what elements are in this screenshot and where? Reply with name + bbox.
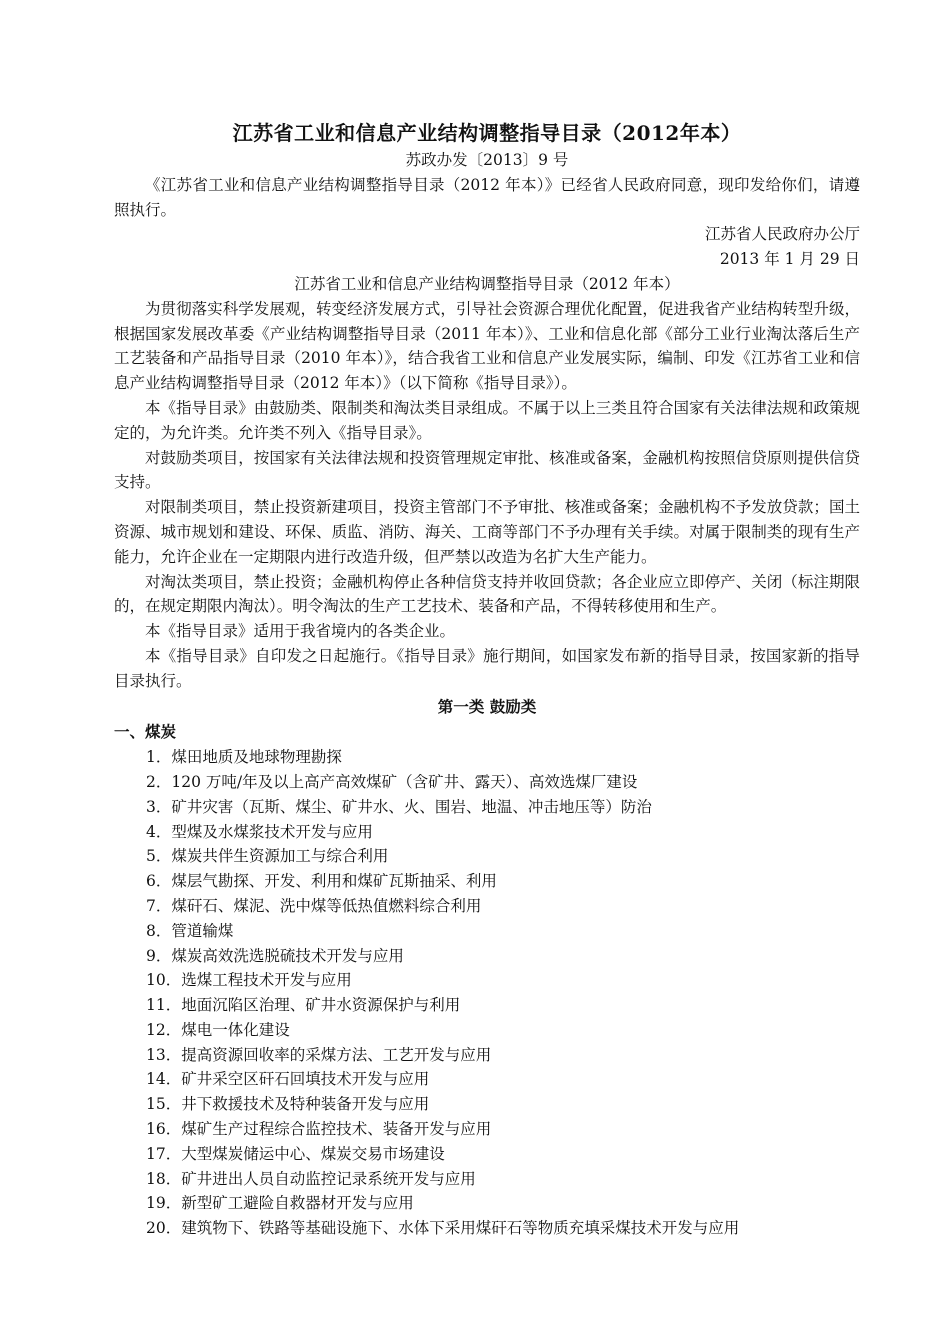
body-paragraph: 对鼓励类项目，按国家有关法律法规和投资管理规定审批、核准或备案，金融机构按照信贷原则提供信贷支持。: [114, 448, 860, 492]
body-paragraph: 本《指导目录》由鼓励类、限制类和淘汰类目录组成。不属于以上三类且符合国家有关法律法规和政策规定的，为允许类。允许类不列入《指导目录》。: [114, 398, 860, 442]
list-item: 20．建筑物下、铁路等基础设施下、水体下采用煤矸石等物质充填采煤技术开发与应用: [146, 1219, 740, 1238]
list-item: 14．矿井采空区矸石回填技术开发与应用: [146, 1070, 430, 1089]
list-item: 3．矿井灾害（瓦斯、煤尘、矿井水、火、围岩、地温、冲击地压等）防治: [146, 797, 652, 816]
category-heading: 一、煤炭: [114, 722, 177, 742]
list-item: 12．煤电一体化建设: [146, 1020, 290, 1039]
list-item: 18．矿井进出人员自动监控记录系统开发与应用: [146, 1169, 476, 1188]
body-paragraph: 对限制类项目，禁止投资新建项目，投资主管部门不予审批、核准或备案；金融机构不予发放贷款；国土资源、城市规划和建设、环保、质监、消防、海关、工商等部门不予办理有关手续。对属于限制类的现有生产能力，允许企业在一定期限内进行改造升级，但严禁以改造为名扩大生产能力。: [114, 498, 860, 566]
list-item: 19．新型矿工避险自救器材开发与应用: [146, 1194, 414, 1213]
list-item: 13．提高资源回收率的采煤方法、工艺开发与应用: [146, 1045, 492, 1064]
list-item: 2．120 万吨/年及以上高产高效煤矿（含矿井、露天）、高效选煤厂建设: [146, 772, 638, 791]
section-title: 第一类 鼓励类: [437, 696, 537, 716]
list-item: 4．型煤及水煤浆技术开发与应用: [146, 822, 373, 841]
document-page: [114, 118, 860, 1241]
document-number: 苏政办发〔2013〕9 号: [405, 151, 569, 169]
list-item: 15．井下救援技术及特种装备开发与应用: [146, 1095, 430, 1114]
list-item: 10．选煤工程技术开发与应用: [146, 971, 352, 990]
list-item: 7．煤矸石、煤泥、洗中煤等低热值燃料综合利用: [146, 896, 482, 915]
list-item: 5．煤炭共伴生资源加工与综合利用: [146, 847, 389, 866]
document-title: 江苏省工业和信息产业结构调整指导目录（2012年本）: [232, 121, 742, 145]
list-item: 8．管道输煤: [146, 921, 234, 940]
list-item: 17．大型煤炭储运中心、煤炭交易市场建设: [146, 1144, 445, 1163]
list-item: 16．煤矿生产过程综合监控技术、装备开发与应用: [146, 1120, 492, 1139]
list-item: 1．煤田地质及地球物理勘探: [146, 748, 342, 767]
list-item: 9．煤炭高效洗选脱硫技术开发与应用: [146, 946, 404, 965]
issuer: 江苏省人民政府办公厅: [704, 225, 860, 244]
notice-paragraph: 《江苏省工业和信息产业结构调整指导目录（2012 年本）》已经省人民政府同意，现印发给你们，请遵照执行。: [114, 175, 860, 219]
body-paragraph: 为贯彻落实科学发展观，转变经济发展方式，引导社会资源合理优化配置，促进我省产业结构转型升级，根据国家发展改革委《产业结构调整指导目录（2011 年本）》、工业和信息化部《部分工业行业淘汰落后生产工艺装备和产品指导目录（2010 年本）》，结合我省工业和信息产业发展实际，编制、印发《江苏省工业和信息产业结构调整指导目录（2012 年本）》（以下简称《指导目录》）。: [114, 299, 860, 393]
document-subtitle: 江苏省工业和信息产业结构调整指导目录（2012 年本）: [294, 274, 680, 293]
list-item: 11．地面沉陷区治理、矿井水资源保护与利用: [146, 996, 461, 1015]
body-paragraph: 本《指导目录》自印发之日起施行。《指导目录》施行期间，如国家发布新的指导目录，按国家新的指导目录执行。: [114, 646, 860, 690]
issue-date: 2013 年 1 月 29 日: [719, 250, 860, 269]
item-list: [114, 745, 860, 1241]
list-item: 6．煤层气勘探、开发、利用和煤矿瓦斯抽采、利用: [146, 872, 497, 891]
body-paragraph: 本《指导目录》适用于我省境内的各类企业。: [145, 622, 456, 641]
body-paragraph: 对淘汰类项目，禁止投资；金融机构停止各种信贷支持并收回贷款；各企业应立即停产、关闭（标注期限的，在规定期限内淘汰）。明令淘汰的生产工艺技术、装备和产品，不得转移使用和生产。: [114, 572, 860, 616]
